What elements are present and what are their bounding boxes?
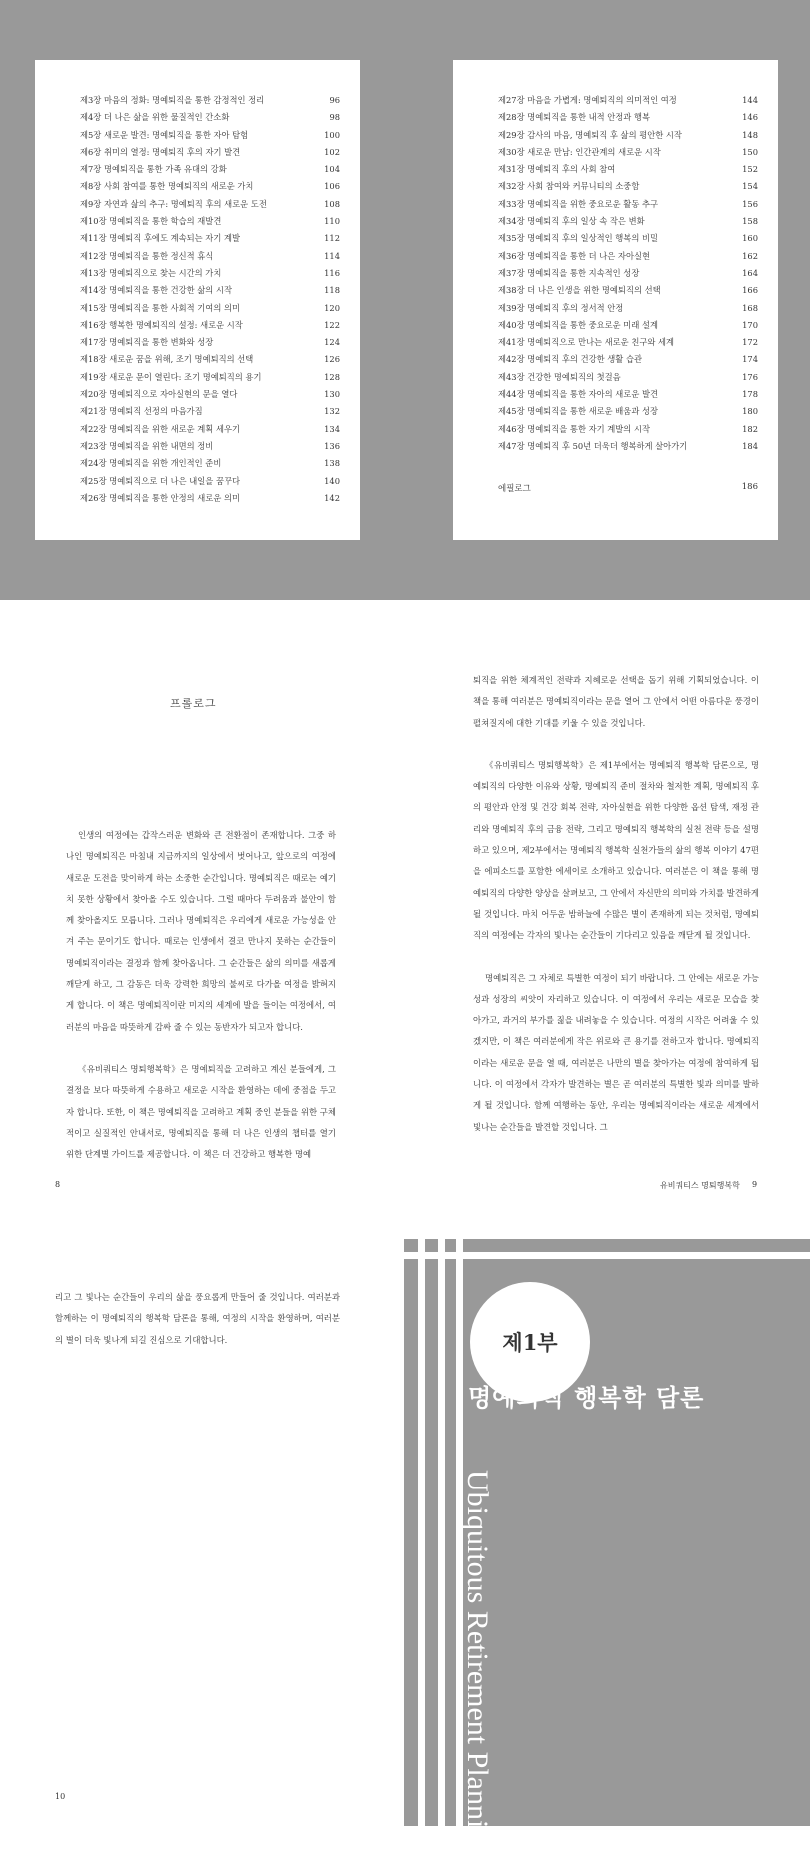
toc-entry-page: 162 — [742, 250, 758, 261]
toc-entry-page: 174 — [742, 354, 758, 365]
toc-entry-title: 제22장 명예퇴직을 위한 새로운 계획 세우기 — [80, 423, 240, 434]
toc-entry — [498, 178, 758, 195]
toc-entry-title: 제14장 명예퇴직을 통한 건강한 삶의 시작 — [80, 285, 232, 296]
toc-entry-page: 166 — [742, 285, 758, 296]
page10-paragraph: 리고 그 빛나는 순간들이 우리의 삶을 풍요롭게 만들어 줄 것입니다. 여러분과 함께하는 이 명예퇴직의 행복학 담론을 통해, 여정의 시작을 환영하며, 여러분의 별이 더욱 빛나게 되길 진심으로 기대합니다. — [55, 1292, 340, 1345]
toc-entry-page: 178 — [742, 389, 758, 400]
toc-entry-page: 142 — [324, 492, 340, 503]
toc-entry-page: 140 — [324, 475, 340, 486]
toc-entry-page: 120 — [324, 302, 340, 313]
stripe-horizontal — [404, 1252, 810, 1259]
toc-entry — [498, 109, 758, 126]
toc-entry-page: 114 — [324, 250, 340, 261]
toc-entry-page: 106 — [324, 181, 340, 192]
toc-entry-title: 제45장 명예퇴직을 통한 새로운 배움과 성장 — [498, 406, 658, 417]
toc-entry-title: 제18장 새로운 꿈을 위해, 조기 명예퇴직의 선택 — [80, 354, 254, 365]
toc-entry-title: 제19장 새로운 문이 열린다: 조기 명예퇴직의 용기 — [80, 371, 262, 382]
page-number-10: 10 — [55, 1792, 66, 1801]
toc-entry-page: 170 — [742, 319, 758, 330]
toc-entry-title: 제39장 명예퇴직 후의 정서적 안정 — [498, 302, 624, 313]
toc-entry — [498, 351, 758, 368]
toc-band — [0, 0, 810, 600]
toc-entry-title: 제9장 자연과 삶의 추구: 명예퇴직 후의 새로운 도전 — [80, 198, 267, 209]
toc-entry-title: 제30장 새로운 만남: 인간관계의 새로운 시작 — [498, 146, 661, 157]
toc-entry-page: 164 — [742, 267, 758, 278]
toc-entry-page: 152 — [742, 164, 758, 175]
toc-entry-page: 130 — [324, 389, 340, 400]
toc-entry — [498, 265, 758, 282]
toc-page-left — [35, 60, 360, 540]
toc-entry-title: 제35장 명예퇴직 후의 일상적인 행복의 비밀 — [498, 233, 658, 244]
stripe-horizontal — [404, 1232, 810, 1239]
part-title: 명예퇴직 행복학 담론 — [468, 1383, 705, 1412]
toc-entry-title: 제26장 명예퇴직을 통한 안정의 새로운 의미 — [80, 492, 240, 503]
toc-entry — [80, 196, 340, 213]
toc-entry-page: 110 — [324, 216, 340, 227]
toc-entry-title: 제10장 명예퇴직을 통한 학습의 재발견 — [80, 216, 222, 227]
toc-entry-title: 제27장 마음을 가볍게: 명예퇴직의 의미적인 여정 — [498, 95, 677, 105]
toc-entry — [80, 248, 340, 265]
toc-epilogue-page: 186 — [741, 482, 758, 492]
toc-entry-title: 제17장 명예퇴직을 통한 변화와 성장 — [80, 337, 214, 348]
toc-entry — [80, 473, 340, 490]
toc-entry-page: 150 — [742, 146, 758, 157]
toc-entry-title: 제34장 명예퇴직 후의 일상 속 작은 변화 — [498, 216, 645, 227]
toc-entry — [80, 351, 340, 368]
toc-entry — [80, 421, 340, 438]
toc-entry-page: 104 — [324, 164, 340, 175]
toc-entry — [498, 213, 758, 230]
toc-entry-title: 제20장 명예퇴직으로 자아실현의 문을 열다 — [80, 389, 238, 400]
prologue-left-column — [66, 825, 336, 1165]
toc-entry-title: 제24장 명예퇴직을 위한 개인적인 준비 — [80, 458, 222, 469]
toc-entry-title: 제29장 감사의 마음, 명예퇴직 후 삶의 평안한 시작 — [498, 129, 682, 140]
prologue-paragraph: 인생의 여정에는 갑작스러운 변화와 큰 전환점이 존재합니다. 그중 하나인 명예퇴직은 마침내 지금까지의 일상에서 벗어나고, 앞으로의 여정에 새로운 도전을 맞이하게 하는 소중한 순간입니다. 명예퇴직은 때로는 예기치 못한 상황에서 찾아올 수도 있습니다. 그럴 때마다 두려움과 불안이 함께 찾아올지도 모릅니다. 그러나 명예퇴직은 우리에게 새로운 가능성을 안겨 주는 문이기도 합니다. 때로는 인생에서 결코 만나지 못하는 순간들이 명예퇴직이라는 결정과 함께 찾아옵니다. 그 순간들은 삶의 의미를 새롭게 깨닫게 하고, 그 감동은 더욱 강력한 희망의 불씨로 다가올 여정을 밝혀지게 합니다. 이 책은 명예퇴직이란 미지의 세계에 발을 들이는 여정에서, 여러분의 마음을 따뜻하게 감싸 줄 수 있는 동반자가 되고자 합니다. — [66, 830, 336, 1032]
toc-epilogue — [498, 482, 758, 494]
toc-entry-title: 제15장 명예퇴직을 통한 사회적 기여의 의미 — [80, 302, 240, 313]
prologue-paragraph: 명예퇴직은 그 자체로 특별한 여정이 되기 바랍니다. 그 안에는 새로운 가능성과 성장의 씨앗이 자리하고 있습니다. 이 여정에서 우리는 새로운 모습을 찾아가고, 과거의 부가를 짊을 내려놓을 수 있습니다. 여정의 시작은 어려울 수 있겠지만, 이 책은 여러분에게 작은 위로와 큰 용기를 전하고자 합니다. 명예퇴직이라는 새로운 문을 열 때, 여러분은 나만의 별을 찾아가는 여정에 참여하게 됩니다. 이 여정에서 각자가 발견하는 별은 곧 여러분의 특별한 빛과 의미를 발하게 될 것입니다. 함께 여행하는 동안, 우리는 명예퇴직이라는 새로운 세계에서 빛나는 순간들을 발견할 것입니다. 그 — [473, 972, 759, 1132]
toc-entry — [80, 334, 340, 351]
toc-entry-page: 156 — [742, 198, 758, 209]
page10-text — [55, 1287, 340, 1351]
toc-entry-page: 160 — [742, 233, 758, 244]
toc-entry-title: 제42장 명예퇴직 후의 건강한 생활 습관 — [498, 354, 642, 365]
toc-entry-title: 제38장 더 나은 인생을 위한 명예퇴직의 선택 — [498, 285, 661, 296]
toc-entry — [498, 196, 758, 213]
toc-entry — [498, 230, 758, 247]
toc-entry-page: 128 — [324, 371, 340, 382]
prologue-paragraph: 《유비쿼티스 명퇴행복학》은 명예퇴직을 고려하고 계신 분들에게, 그 결정을 보다 따뜻하게 수용하고 새로운 시작을 환영하는 데에 중점을 두고자 합니다. 또한, 이 책은 명예퇴직을 고려하고 계획 중인 분들을 위한 구체적이고 실질적인 안내서로, 명예퇴직을 통해 더 나은 인생의 챕터를 열기 위한 단계별 가이드를 제공합니다. 이 책은 더 건강하고 행복한 명예 — [66, 1063, 336, 1160]
toc-entry — [498, 317, 758, 334]
toc-entry — [80, 282, 340, 299]
toc-entry — [498, 369, 758, 386]
toc-entry-title: 제40장 명예퇴직을 통한 중요로운 미래 설계 — [498, 319, 658, 330]
toc-entry-title: 제41장 명예퇴직으로 만나는 새로운 친구와 세계 — [498, 337, 675, 348]
toc-entry — [80, 178, 340, 195]
toc-entry — [498, 403, 758, 420]
toc-entry — [498, 386, 758, 403]
toc-entry-page: 168 — [742, 302, 758, 313]
toc-entry — [80, 92, 340, 109]
toc-entry — [80, 490, 340, 507]
part-label: 제1부 — [502, 1330, 558, 1355]
toc-entry-page: 108 — [324, 198, 340, 209]
toc-entry-page: 116 — [324, 267, 340, 278]
toc-entry — [80, 161, 340, 178]
toc-entry-title: 제6장 취미의 열정: 명예퇴직 후의 자기 발견 — [80, 146, 241, 157]
toc-entry-page: 112 — [324, 233, 340, 244]
prologue-spread — [0, 600, 810, 1212]
toc-entry-page: 100 — [324, 129, 340, 140]
stripe-vertical — [418, 1232, 425, 1826]
prologue-paragraph: 《유비쿼티스 명퇴행복학》은 제1부에서는 명예퇴직 행복학 담론으로, 명예퇴직의 다양한 이유와 상황, 명예퇴직 준비 절차와 철저한 계획, 명예퇴직 후의 평안과 안정 및 건강 회복 전략, 자아실현을 위한 다양한 옵션 탐색, 재정 관리와 명예퇴직 후의 금융 전략, 그리고 명예퇴직 행복학의 실천 전략 등을 설명하고 있으며, 제2부에서는 명예퇴직 행복학 실천가들의 삶의 행복 이야기 47편을 에피소드를 포함한 에세이로 소개하고 있습니다. 여러분은 이 책을 통해 명예퇴직의 다양한 양상을 살펴보고, 그 안에서 자신만의 의미와 가치를 발견하게 될 것입니다. 마치 어두운 밤하늘에 수많은 별이 존재하게 되는 것처럼, 명예퇴직의 여정에는 각자의 빛나는 순간들이 기다리고 있음을 깨닫게 될 것입니다. — [473, 759, 759, 941]
toc-entry — [80, 213, 340, 230]
toc-entry-page: 184 — [742, 440, 758, 451]
toc-entry-title: 제16장 행복한 명예퇴직의 설정: 새로운 시작 — [80, 319, 243, 330]
toc-entry-page: 124 — [324, 337, 340, 348]
toc-entry-title: 제21장 명예퇴직 선정의 마음가짐 — [80, 406, 203, 417]
stripe-vertical — [438, 1232, 445, 1826]
toc-entry-page: 176 — [742, 371, 758, 382]
prologue-title: 프롤로그 — [170, 697, 217, 710]
toc-entry-page: 96 — [329, 95, 340, 105]
toc-entry-title: 제28장 명예퇴직을 통한 내적 안정과 행복 — [498, 112, 650, 123]
toc-entry-title: 제5장 새로운 발견: 명예퇴직을 통한 자아 탐험 — [80, 129, 249, 140]
page-number-right: 9 — [752, 1180, 758, 1189]
toc-entry-title: 제43장 건강한 명예퇴직의 첫걸음 — [498, 371, 621, 382]
toc-entry — [498, 161, 758, 178]
toc-epilogue-title: 에필로그 — [498, 484, 531, 494]
toc-entry-title: 제32장 사회 참여와 커뮤니티의 소중함 — [498, 181, 640, 192]
toc-entry-page: 136 — [324, 440, 340, 451]
toc-entry-title: 제23장 명예퇴직을 위한 내면의 정비 — [80, 440, 214, 451]
toc-entry-title: 제8장 사회 참여를 통한 명예퇴직의 새로운 가치 — [80, 181, 254, 192]
page-number-left: 8 — [55, 1180, 61, 1189]
toc-entry — [80, 230, 340, 247]
prologue-right-column — [473, 670, 759, 1138]
toc-list-left — [80, 92, 340, 507]
prologue-paragraph: 퇴직을 위한 체계적인 전략과 지혜로운 선택을 돕기 위해 기획되었습니다. 이 책을 통해 여러분은 명예퇴직이라는 문을 열어 그 안에서 어떤 아름다운 풍경이 펼쳐질지에 대한 기대를 키울 수 있을 것입니다. — [473, 675, 759, 728]
toc-entry — [498, 421, 758, 438]
toc-entry — [80, 386, 340, 403]
running-head: 유비쿼티스 명퇴행복학 — [660, 1181, 740, 1190]
toc-entry-page: 182 — [742, 423, 758, 434]
toc-entry-page: 180 — [742, 406, 758, 417]
toc-entry-title: 제36장 명예퇴직을 통한 더 나은 자아실현 — [498, 250, 650, 261]
toc-entry — [80, 265, 340, 282]
toc-entry-title: 제46장 명예퇴직을 통한 자기 계발의 시작 — [498, 423, 650, 434]
part-english-title: Ubiquitous Retirement Planning — [461, 1470, 494, 1858]
toc-entry — [498, 438, 758, 455]
toc-entry — [80, 403, 340, 420]
toc-entry-title: 제31장 명예퇴직 후의 사회 참여 — [498, 164, 616, 175]
toc-entry-title: 제11장 명예퇴직 후에도 계속되는 자기 계발 — [80, 233, 240, 244]
toc-entry-page: 172 — [742, 337, 758, 348]
toc-entry — [80, 438, 340, 455]
toc-entry-title: 제47장 명예퇴직 후 50년 더욱더 행복하게 살아가기 — [498, 440, 688, 451]
toc-entry-page: 158 — [742, 216, 758, 227]
toc-entry — [498, 282, 758, 299]
toc-entry-page: 118 — [324, 285, 340, 296]
toc-entry-page: 154 — [742, 181, 758, 192]
toc-entry-title: 제33장 명예퇴직을 위한 중요로운 활동 추구 — [498, 198, 658, 209]
toc-entry — [498, 92, 758, 109]
toc-entry — [80, 144, 340, 161]
toc-entry-title: 제12장 명예퇴직을 통한 정신적 휴식 — [80, 250, 214, 261]
toc-list-right — [498, 92, 758, 455]
toc-entry — [80, 369, 340, 386]
toc-entry — [498, 127, 758, 144]
toc-entry-page: 102 — [324, 146, 340, 157]
toc-entry-page: 146 — [742, 112, 758, 123]
toc-entry-page: 134 — [324, 423, 340, 434]
toc-page-right — [453, 60, 778, 540]
toc-entry-title: 제13장 명예퇴직으로 찾는 시간의 가치 — [80, 267, 222, 278]
toc-entry — [498, 248, 758, 265]
toc-entry-page: 126 — [324, 354, 340, 365]
toc-entry — [80, 300, 340, 317]
part-english-title-box — [460, 1470, 500, 1858]
toc-entry-page: 138 — [324, 458, 340, 469]
toc-entry — [498, 144, 758, 161]
toc-entry — [80, 317, 340, 334]
toc-entry-page: 144 — [742, 95, 758, 105]
toc-entry-title: 제4장 더 나은 삶을 위한 물질적인 간소화 — [80, 112, 230, 123]
toc-entry-title: 제44장 명예퇴직을 통한 자아의 새로운 발견 — [498, 389, 658, 400]
toc-entry — [80, 127, 340, 144]
toc-entry-page: 148 — [742, 129, 758, 140]
toc-entry — [80, 109, 340, 126]
toc-entry — [498, 334, 758, 351]
toc-entry — [80, 455, 340, 472]
toc-entry-page: 98 — [329, 112, 340, 123]
toc-entry-title: 제25장 명예퇴직으로 더 나은 내일을 꿈꾸다 — [80, 475, 240, 486]
toc-entry-title: 제3장 마음의 정화: 명예퇴직을 통한 감정적인 정리 — [80, 95, 265, 105]
toc-entry-page: 132 — [324, 406, 340, 417]
toc-entry-page: 122 — [324, 319, 340, 330]
toc-entry-title: 제7장 명예퇴직을 통한 가족 유대의 강화 — [80, 164, 227, 175]
toc-entry-title: 제37장 명예퇴직을 통한 지속적인 성장 — [498, 267, 640, 278]
toc-entry — [498, 300, 758, 317]
